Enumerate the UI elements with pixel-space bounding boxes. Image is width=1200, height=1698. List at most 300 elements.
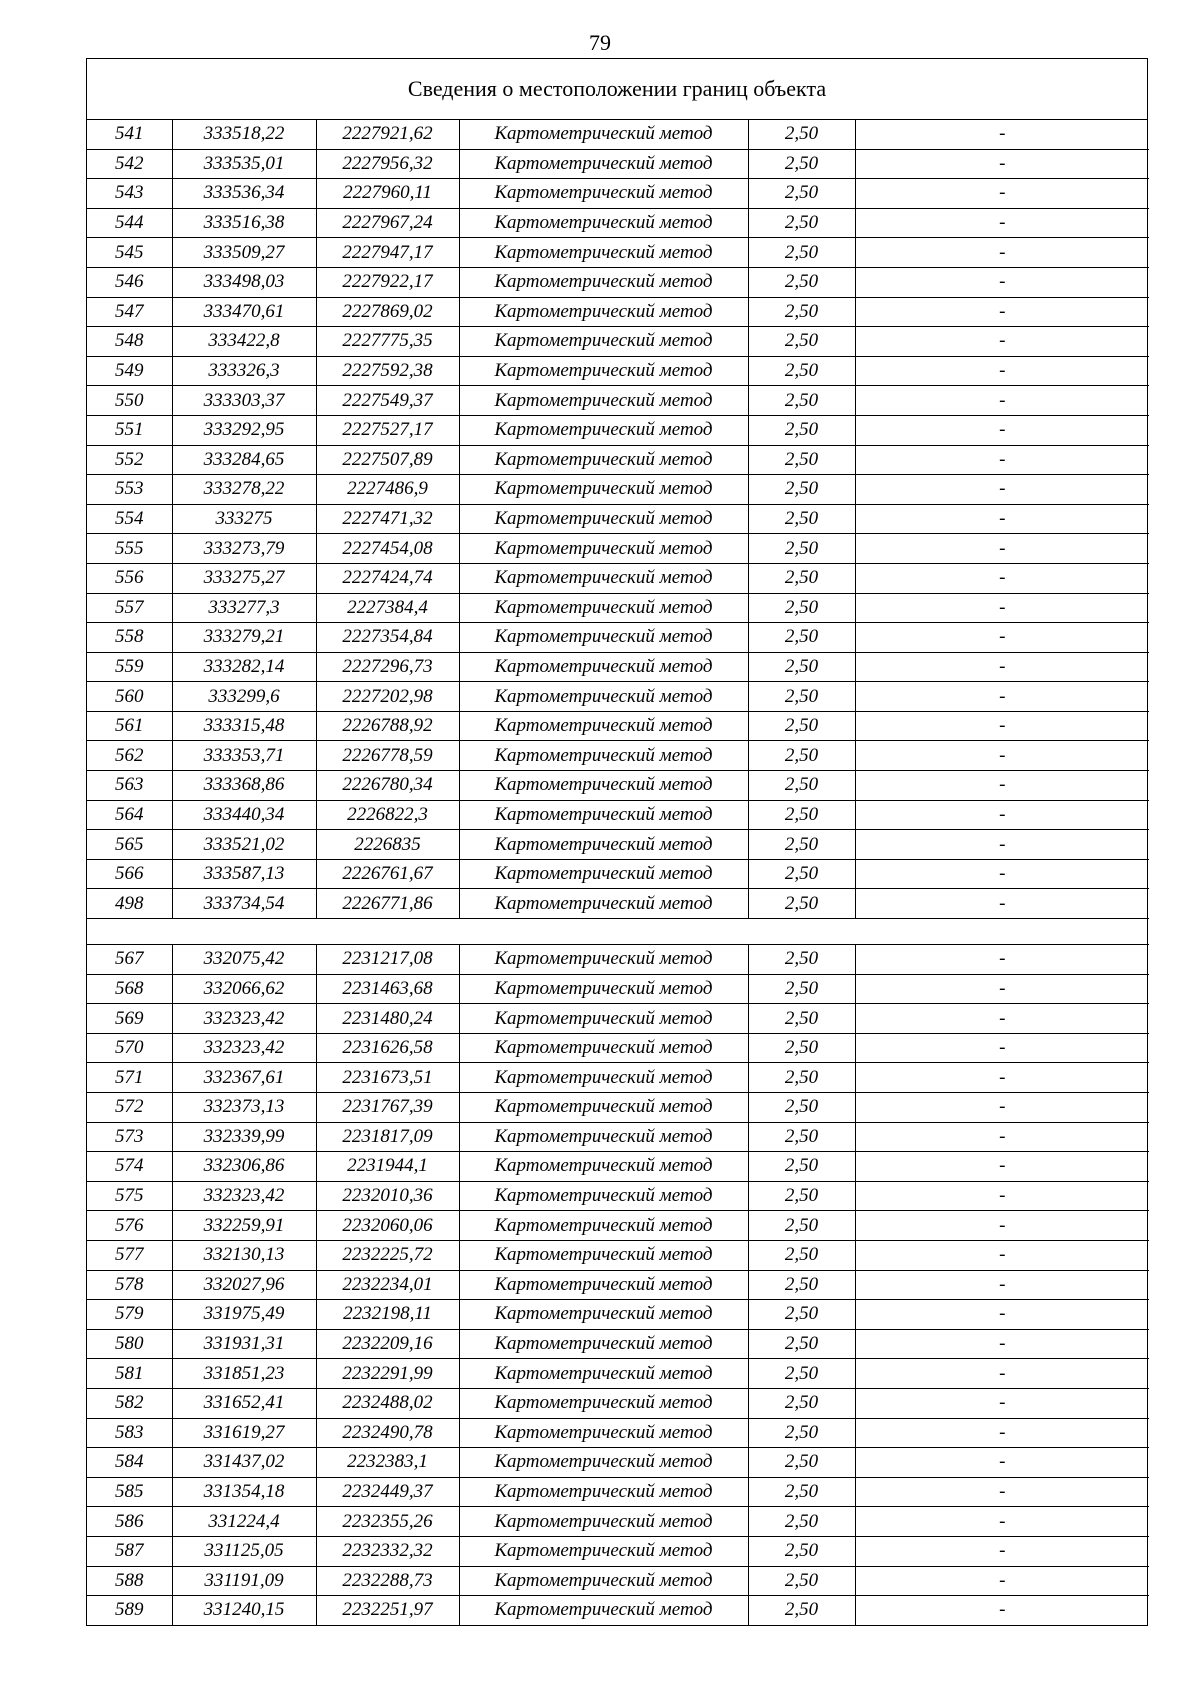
point-number-cell: 566 (87, 859, 172, 889)
description-cell: - (855, 1093, 1149, 1123)
description-cell: - (855, 1418, 1149, 1448)
point-number-cell: 577 (87, 1240, 172, 1270)
point-number-cell: 569 (87, 1004, 172, 1034)
description-cell: - (855, 1566, 1149, 1596)
x-coordinate-cell: 333275 (172, 504, 316, 534)
description-cell: - (855, 445, 1149, 475)
description-cell: - (855, 179, 1149, 209)
table-row (87, 1359, 1149, 1389)
x-coordinate-cell: 332066,62 (172, 974, 316, 1004)
accuracy-cell: 2,50 (748, 179, 855, 209)
point-number-cell: 550 (87, 386, 172, 416)
y-coordinate-cell: 2232251,97 (316, 1596, 459, 1625)
accuracy-cell: 2,50 (748, 1211, 855, 1241)
x-coordinate-cell: 331975,49 (172, 1300, 316, 1330)
x-coordinate-cell: 332339,99 (172, 1122, 316, 1152)
accuracy-cell: 2,50 (748, 1388, 855, 1418)
method-cell: Картометрический метод (459, 415, 748, 445)
description-cell: - (855, 1181, 1149, 1211)
accuracy-cell: 2,50 (748, 945, 855, 975)
method-cell: Картометрический метод (459, 208, 748, 238)
x-coordinate-cell: 333536,34 (172, 179, 316, 209)
table-row (87, 1063, 1149, 1093)
table-row (87, 1507, 1149, 1537)
accuracy-cell: 2,50 (748, 889, 855, 919)
point-number-cell: 555 (87, 534, 172, 564)
x-coordinate-cell: 333303,37 (172, 386, 316, 416)
table-row (87, 1329, 1149, 1359)
x-coordinate-cell: 332306,86 (172, 1152, 316, 1182)
point-number-cell: 572 (87, 1093, 172, 1123)
y-coordinate-cell: 2226835 (316, 830, 459, 860)
method-cell: Картометрический метод (459, 1388, 748, 1418)
table-row (87, 1536, 1149, 1566)
y-coordinate-cell: 2227592,38 (316, 356, 459, 386)
x-coordinate-cell: 331931,31 (172, 1329, 316, 1359)
point-number-cell: 570 (87, 1033, 172, 1063)
x-coordinate-cell: 332130,13 (172, 1240, 316, 1270)
table-row (87, 741, 1149, 771)
x-coordinate-cell: 333299,6 (172, 682, 316, 712)
block-separator-row (87, 919, 1149, 945)
table-row (87, 830, 1149, 860)
y-coordinate-cell: 2232198,11 (316, 1300, 459, 1330)
method-cell: Картометрический метод (459, 1240, 748, 1270)
y-coordinate-cell: 2227296,73 (316, 652, 459, 682)
y-coordinate-cell: 2227967,24 (316, 208, 459, 238)
accuracy-cell: 2,50 (748, 475, 855, 505)
table-row (87, 1566, 1149, 1596)
accuracy-cell: 2,50 (748, 1300, 855, 1330)
method-cell: Картометрический метод (459, 267, 748, 297)
point-number-cell: 549 (87, 356, 172, 386)
y-coordinate-cell: 2231817,09 (316, 1122, 459, 1152)
accuracy-cell: 2,50 (748, 623, 855, 653)
accuracy-cell: 2,50 (748, 1448, 855, 1478)
description-cell: - (855, 1388, 1149, 1418)
x-coordinate-cell: 333509,27 (172, 238, 316, 268)
point-number-cell: 558 (87, 623, 172, 653)
table-row (87, 475, 1149, 505)
coordinates-table (87, 120, 1149, 1625)
accuracy-cell: 2,50 (748, 504, 855, 534)
table-row (87, 120, 1149, 149)
table-row (87, 1448, 1149, 1478)
accuracy-cell: 2,50 (748, 445, 855, 475)
coordinates-table-body (87, 120, 1149, 1625)
x-coordinate-cell: 331851,23 (172, 1359, 316, 1389)
description-cell: - (855, 1211, 1149, 1241)
description-cell: - (855, 830, 1149, 860)
x-coordinate-cell: 333470,61 (172, 297, 316, 327)
table-row (87, 1033, 1149, 1063)
x-coordinate-cell: 332367,61 (172, 1063, 316, 1093)
accuracy-cell: 2,50 (748, 386, 855, 416)
point-number-cell: 578 (87, 1270, 172, 1300)
description-cell: - (855, 238, 1149, 268)
description-cell: - (855, 741, 1149, 771)
point-number-cell: 546 (87, 267, 172, 297)
description-cell: - (855, 1240, 1149, 1270)
description-cell: - (855, 267, 1149, 297)
accuracy-cell: 2,50 (748, 356, 855, 386)
x-coordinate-cell: 333516,38 (172, 208, 316, 238)
x-coordinate-cell: 333277,3 (172, 593, 316, 623)
x-coordinate-cell: 332323,42 (172, 1033, 316, 1063)
method-cell: Картометрический метод (459, 652, 748, 682)
accuracy-cell: 2,50 (748, 1418, 855, 1448)
point-number-cell: 586 (87, 1507, 172, 1537)
table-row (87, 327, 1149, 357)
table-row (87, 386, 1149, 416)
table-row (87, 593, 1149, 623)
table-row (87, 1240, 1149, 1270)
method-cell: Картометрический метод (459, 889, 748, 919)
y-coordinate-cell: 2227947,17 (316, 238, 459, 268)
point-number-cell: 576 (87, 1211, 172, 1241)
table-row (87, 504, 1149, 534)
point-number-cell: 548 (87, 327, 172, 357)
method-cell: Картометрический метод (459, 327, 748, 357)
table-row (87, 623, 1149, 653)
x-coordinate-cell: 333734,54 (172, 889, 316, 919)
y-coordinate-cell: 2227549,37 (316, 386, 459, 416)
x-coordinate-cell: 333275,27 (172, 563, 316, 593)
accuracy-cell: 2,50 (748, 1063, 855, 1093)
method-cell: Картометрический метод (459, 445, 748, 475)
accuracy-cell: 2,50 (748, 1536, 855, 1566)
accuracy-cell: 2,50 (748, 208, 855, 238)
x-coordinate-cell: 332259,91 (172, 1211, 316, 1241)
y-coordinate-cell: 2232060,06 (316, 1211, 459, 1241)
accuracy-cell: 2,50 (748, 1033, 855, 1063)
method-cell: Картометрический метод (459, 771, 748, 801)
method-cell: Картометрический метод (459, 1507, 748, 1537)
accuracy-cell: 2,50 (748, 1596, 855, 1625)
table-row (87, 652, 1149, 682)
description-cell: - (855, 945, 1149, 975)
x-coordinate-cell: 331240,15 (172, 1596, 316, 1625)
point-number-cell: 560 (87, 682, 172, 712)
point-number-cell: 561 (87, 711, 172, 741)
method-cell: Картометрический метод (459, 741, 748, 771)
y-coordinate-cell: 2227775,35 (316, 327, 459, 357)
accuracy-cell: 2,50 (748, 1240, 855, 1270)
accuracy-cell: 2,50 (748, 415, 855, 445)
description-cell: - (855, 711, 1149, 741)
description-cell: - (855, 534, 1149, 564)
accuracy-cell: 2,50 (748, 1507, 855, 1537)
y-coordinate-cell: 2227486,9 (316, 475, 459, 505)
table-row (87, 1270, 1149, 1300)
table-row (87, 1418, 1149, 1448)
accuracy-cell: 2,50 (748, 149, 855, 179)
x-coordinate-cell: 333292,95 (172, 415, 316, 445)
method-cell: Картометрический метод (459, 149, 748, 179)
y-coordinate-cell: 2227384,4 (316, 593, 459, 623)
accuracy-cell: 2,50 (748, 120, 855, 149)
description-cell: - (855, 504, 1149, 534)
accuracy-cell: 2,50 (748, 741, 855, 771)
accuracy-cell: 2,50 (748, 771, 855, 801)
point-number-cell: 544 (87, 208, 172, 238)
point-number-cell: 547 (87, 297, 172, 327)
x-coordinate-cell: 332323,42 (172, 1004, 316, 1034)
y-coordinate-cell: 2232010,36 (316, 1181, 459, 1211)
accuracy-cell: 2,50 (748, 711, 855, 741)
y-coordinate-cell: 2227956,32 (316, 149, 459, 179)
y-coordinate-cell: 2227869,02 (316, 297, 459, 327)
description-cell: - (855, 1448, 1149, 1478)
y-coordinate-cell: 2227354,84 (316, 623, 459, 653)
y-coordinate-cell: 2232225,72 (316, 1240, 459, 1270)
description-cell: - (855, 1596, 1149, 1625)
description-cell: - (855, 652, 1149, 682)
point-number-cell: 562 (87, 741, 172, 771)
y-coordinate-cell: 2226788,92 (316, 711, 459, 741)
method-cell: Картометрический метод (459, 1270, 748, 1300)
table-row (87, 1122, 1149, 1152)
table-row (87, 1152, 1149, 1182)
description-cell: - (855, 356, 1149, 386)
method-cell: Картометрический метод (459, 1448, 748, 1478)
table-row (87, 563, 1149, 593)
y-coordinate-cell: 2227922,17 (316, 267, 459, 297)
y-coordinate-cell: 2226822,3 (316, 800, 459, 830)
y-coordinate-cell: 2227471,32 (316, 504, 459, 534)
x-coordinate-cell: 332323,42 (172, 1181, 316, 1211)
table-row (87, 1093, 1149, 1123)
point-number-cell: 552 (87, 445, 172, 475)
point-number-cell: 573 (87, 1122, 172, 1152)
y-coordinate-cell: 2227527,17 (316, 415, 459, 445)
description-cell: - (855, 386, 1149, 416)
accuracy-cell: 2,50 (748, 1152, 855, 1182)
table-title: Сведения о местоположении границ объекта (87, 59, 1147, 120)
method-cell: Картометрический метод (459, 1004, 748, 1034)
method-cell: Картометрический метод (459, 1300, 748, 1330)
y-coordinate-cell: 2226761,67 (316, 859, 459, 889)
point-number-cell: 541 (87, 120, 172, 149)
method-cell: Картометрический метод (459, 1033, 748, 1063)
point-number-cell: 567 (87, 945, 172, 975)
x-coordinate-cell: 333498,03 (172, 267, 316, 297)
block-separator-cell (87, 919, 1149, 945)
point-number-cell: 542 (87, 149, 172, 179)
description-cell: - (855, 1063, 1149, 1093)
x-coordinate-cell: 332075,42 (172, 945, 316, 975)
y-coordinate-cell: 2227507,89 (316, 445, 459, 475)
method-cell: Картометрический метод (459, 475, 748, 505)
x-coordinate-cell: 332027,96 (172, 1270, 316, 1300)
point-number-cell: 498 (87, 889, 172, 919)
y-coordinate-cell: 2232291,99 (316, 1359, 459, 1389)
description-cell: - (855, 297, 1149, 327)
table-row (87, 800, 1149, 830)
x-coordinate-cell: 333279,21 (172, 623, 316, 653)
accuracy-cell: 2,50 (748, 1477, 855, 1507)
x-coordinate-cell: 331652,41 (172, 1388, 316, 1418)
y-coordinate-cell: 2227454,08 (316, 534, 459, 564)
y-coordinate-cell: 2231673,51 (316, 1063, 459, 1093)
method-cell: Картометрический метод (459, 711, 748, 741)
table-row (87, 534, 1149, 564)
method-cell: Картометрический метод (459, 830, 748, 860)
x-coordinate-cell: 331437,02 (172, 1448, 316, 1478)
table-row (87, 1211, 1149, 1241)
x-coordinate-cell: 333422,8 (172, 327, 316, 357)
point-number-cell: 589 (87, 1596, 172, 1625)
method-cell: Картометрический метод (459, 563, 748, 593)
point-number-cell: 559 (87, 652, 172, 682)
y-coordinate-cell: 2227960,11 (316, 179, 459, 209)
accuracy-cell: 2,50 (748, 1566, 855, 1596)
page-number: 79 (589, 30, 611, 55)
y-coordinate-cell: 2232355,26 (316, 1507, 459, 1537)
y-coordinate-cell: 2232332,32 (316, 1536, 459, 1566)
method-cell: Картометрический метод (459, 504, 748, 534)
y-coordinate-cell: 2231944,1 (316, 1152, 459, 1182)
table-row (87, 711, 1149, 741)
description-cell: - (855, 800, 1149, 830)
boundary-table-sheet (86, 58, 1148, 1626)
description-cell: - (855, 327, 1149, 357)
table-row (87, 445, 1149, 475)
method-cell: Картометрический метод (459, 386, 748, 416)
x-coordinate-cell: 333278,22 (172, 475, 316, 505)
table-row (87, 945, 1149, 975)
point-number-cell: 565 (87, 830, 172, 860)
table-row (87, 1300, 1149, 1330)
point-number-cell: 582 (87, 1388, 172, 1418)
x-coordinate-cell: 333440,34 (172, 800, 316, 830)
y-coordinate-cell: 2226778,59 (316, 741, 459, 771)
point-number-cell: 545 (87, 238, 172, 268)
description-cell: - (855, 1270, 1149, 1300)
point-number-cell: 568 (87, 974, 172, 1004)
method-cell: Картометрический метод (459, 238, 748, 268)
description-cell: - (855, 1122, 1149, 1152)
method-cell: Картометрический метод (459, 356, 748, 386)
point-number-cell: 563 (87, 771, 172, 801)
accuracy-cell: 2,50 (748, 534, 855, 564)
x-coordinate-cell: 331125,05 (172, 1536, 316, 1566)
method-cell: Картометрический метод (459, 1152, 748, 1182)
table-row (87, 1596, 1149, 1625)
accuracy-cell: 2,50 (748, 1181, 855, 1211)
x-coordinate-cell: 333521,02 (172, 830, 316, 860)
accuracy-cell: 2,50 (748, 297, 855, 327)
y-coordinate-cell: 2232209,16 (316, 1329, 459, 1359)
description-cell: - (855, 593, 1149, 623)
table-row (87, 208, 1149, 238)
table-row (87, 297, 1149, 327)
point-number-cell: 588 (87, 1566, 172, 1596)
point-number-cell: 580 (87, 1329, 172, 1359)
method-cell: Картометрический метод (459, 1122, 748, 1152)
method-cell: Картометрический метод (459, 120, 748, 149)
point-number-cell: 575 (87, 1181, 172, 1211)
point-number-cell: 574 (87, 1152, 172, 1182)
accuracy-cell: 2,50 (748, 974, 855, 1004)
point-number-cell: 554 (87, 504, 172, 534)
description-cell: - (855, 1359, 1149, 1389)
y-coordinate-cell: 2232449,37 (316, 1477, 459, 1507)
description-cell: - (855, 1536, 1149, 1566)
point-number-cell: 564 (87, 800, 172, 830)
method-cell: Картометрический метод (459, 1093, 748, 1123)
x-coordinate-cell: 333535,01 (172, 149, 316, 179)
point-number-cell: 585 (87, 1477, 172, 1507)
accuracy-cell: 2,50 (748, 1004, 855, 1034)
x-coordinate-cell: 333518,22 (172, 120, 316, 149)
accuracy-cell: 2,50 (748, 1122, 855, 1152)
x-coordinate-cell: 333284,65 (172, 445, 316, 475)
point-number-cell: 584 (87, 1448, 172, 1478)
y-coordinate-cell: 2226780,34 (316, 771, 459, 801)
method-cell: Картометрический метод (459, 800, 748, 830)
description-cell: - (855, 208, 1149, 238)
method-cell: Картометрический метод (459, 534, 748, 564)
description-cell: - (855, 889, 1149, 919)
method-cell: Картометрический метод (459, 593, 748, 623)
y-coordinate-cell: 2231626,58 (316, 1033, 459, 1063)
point-number-cell: 553 (87, 475, 172, 505)
description-cell: - (855, 120, 1149, 149)
description-cell: - (855, 563, 1149, 593)
table-row (87, 238, 1149, 268)
accuracy-cell: 2,50 (748, 830, 855, 860)
y-coordinate-cell: 2231217,08 (316, 945, 459, 975)
method-cell: Картометрический метод (459, 1418, 748, 1448)
description-cell: - (855, 1477, 1149, 1507)
y-coordinate-cell: 2231767,39 (316, 1093, 459, 1123)
table-row (87, 974, 1149, 1004)
accuracy-cell: 2,50 (748, 682, 855, 712)
description-cell: - (855, 1300, 1149, 1330)
table-row (87, 356, 1149, 386)
description-cell: - (855, 771, 1149, 801)
accuracy-cell: 2,50 (748, 267, 855, 297)
point-number-cell: 579 (87, 1300, 172, 1330)
table-row (87, 682, 1149, 712)
method-cell: Картометрический метод (459, 1211, 748, 1241)
x-coordinate-cell: 332373,13 (172, 1093, 316, 1123)
y-coordinate-cell: 2231463,68 (316, 974, 459, 1004)
y-coordinate-cell: 2232234,01 (316, 1270, 459, 1300)
x-coordinate-cell: 333273,79 (172, 534, 316, 564)
description-cell: - (855, 475, 1149, 505)
point-number-cell: 551 (87, 415, 172, 445)
method-cell: Картометрический метод (459, 682, 748, 712)
method-cell: Картометрический метод (459, 974, 748, 1004)
x-coordinate-cell: 331191,09 (172, 1566, 316, 1596)
y-coordinate-cell: 2227424,74 (316, 563, 459, 593)
accuracy-cell: 2,50 (748, 1329, 855, 1359)
point-number-cell: 571 (87, 1063, 172, 1093)
method-cell: Картометрический метод (459, 1063, 748, 1093)
accuracy-cell: 2,50 (748, 238, 855, 268)
table-row (87, 415, 1149, 445)
method-cell: Картометрический метод (459, 1566, 748, 1596)
table-row (87, 1181, 1149, 1211)
x-coordinate-cell: 333326,3 (172, 356, 316, 386)
method-cell: Картометрический метод (459, 623, 748, 653)
x-coordinate-cell: 333587,13 (172, 859, 316, 889)
description-cell: - (855, 1004, 1149, 1034)
point-number-cell: 556 (87, 563, 172, 593)
y-coordinate-cell: 2231480,24 (316, 1004, 459, 1034)
